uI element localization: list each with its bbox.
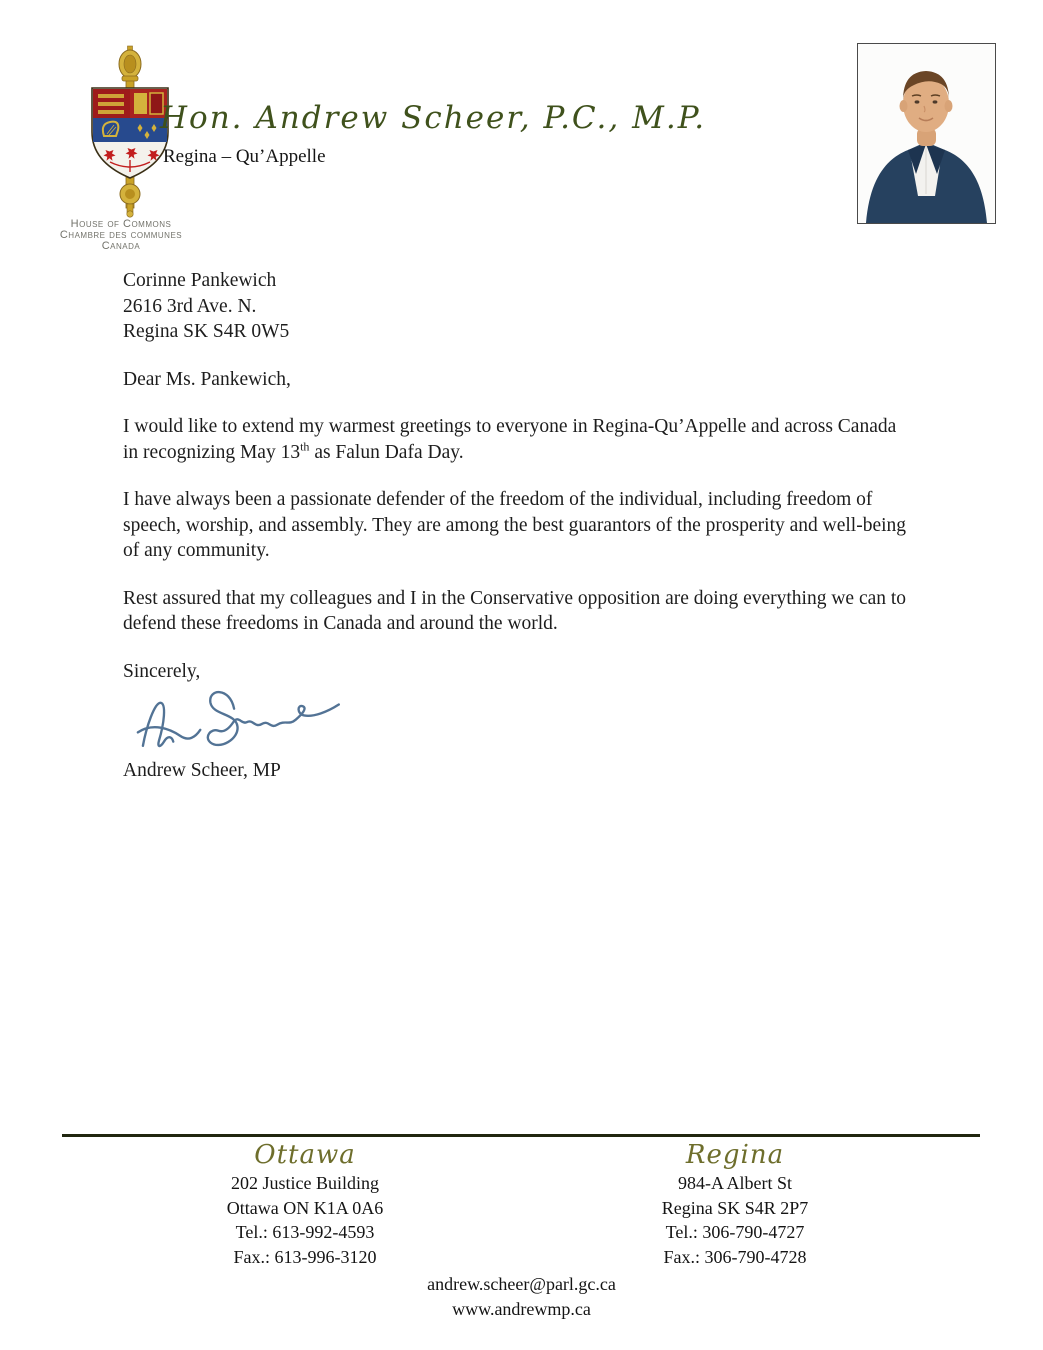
crest-caption-line1: House of Commons: [70, 218, 172, 230]
recipient-name: Corinne Pankewich: [123, 270, 277, 291]
salutation: Dear Ms. Pankewich,: [123, 368, 291, 390]
footer-ottawa-office: [165, 1139, 445, 1269]
regina-address-line2: Regina SK S4R 2P7: [661, 1197, 809, 1218]
regina-office-heading: Regina: [685, 1140, 785, 1170]
crest-caption-line2: Chambre des communes: [59, 229, 183, 241]
paragraph-1-text: I would like to extend my warmest greetings to everyone in Regina-Qu’Appelle and across Canada in recognizing May 13: [123, 416, 897, 463]
regina-phone: Tel.: 306-790-4727: [665, 1222, 805, 1242]
letter-body: [123, 268, 913, 784]
website-url: www.andrewmp.ca: [452, 1299, 591, 1319]
ottawa-phone: Tel.: 613-992-4593: [235, 1222, 375, 1242]
paragraph-1-text-end: as Falun Dafa Day.: [309, 441, 464, 463]
footer-contact: [0, 1272, 1043, 1322]
recipient-address-line1: 2616 3rd Ave. N.: [123, 295, 257, 317]
closing: Sincerely,: [123, 660, 201, 682]
crest-caption-line3: Canada: [101, 240, 141, 252]
ottawa-office-heading: Ottawa: [254, 1140, 356, 1170]
ottawa-fax: Fax.: 613-996-3120: [233, 1246, 377, 1267]
paragraph-3: Rest assured that my colleagues and I in the Conservative opposition are doing everything we can to defend these freedoms in Canada and around the world.: [123, 587, 907, 634]
paragraph-1: [123, 414, 913, 465]
member-portrait-photo: [857, 43, 996, 224]
signer-name: Andrew Scheer, MP: [123, 760, 281, 781]
footer-regina-office: [595, 1139, 875, 1269]
email-address: andrew.scheer@parl.gc.ca: [427, 1274, 616, 1294]
ordinal-superscript: th: [300, 439, 310, 453]
portrait-illustration: [858, 44, 995, 223]
ottawa-address-line2: Ottawa ON K1A 0A6: [226, 1197, 384, 1218]
crest-caption: [28, 219, 214, 252]
recipient-address-line2: Regina SK S4R 0W5: [123, 321, 290, 342]
recipient-address-block: [123, 268, 913, 345]
regina-fax: Fax.: 306-790-4728: [663, 1246, 807, 1267]
ottawa-address-line1: 202 Justice Building: [231, 1173, 379, 1193]
riding-name: Regina – Qu’Appelle: [163, 146, 326, 167]
member-title: Hon. Andrew Scheer, P.C., M.P.: [160, 100, 707, 136]
paragraph-2: I have always been a passionate defender of the freedom of the individual, including freedom of speech, worship, and assembly. They are among the best guarantors of the prosperity and well-being of any community.: [123, 489, 907, 561]
signature: [115, 680, 913, 756]
footer-divider: [62, 1134, 980, 1137]
signature-ink-icon: [115, 680, 365, 756]
regina-address-line1: 984-A Albert St: [677, 1173, 792, 1193]
